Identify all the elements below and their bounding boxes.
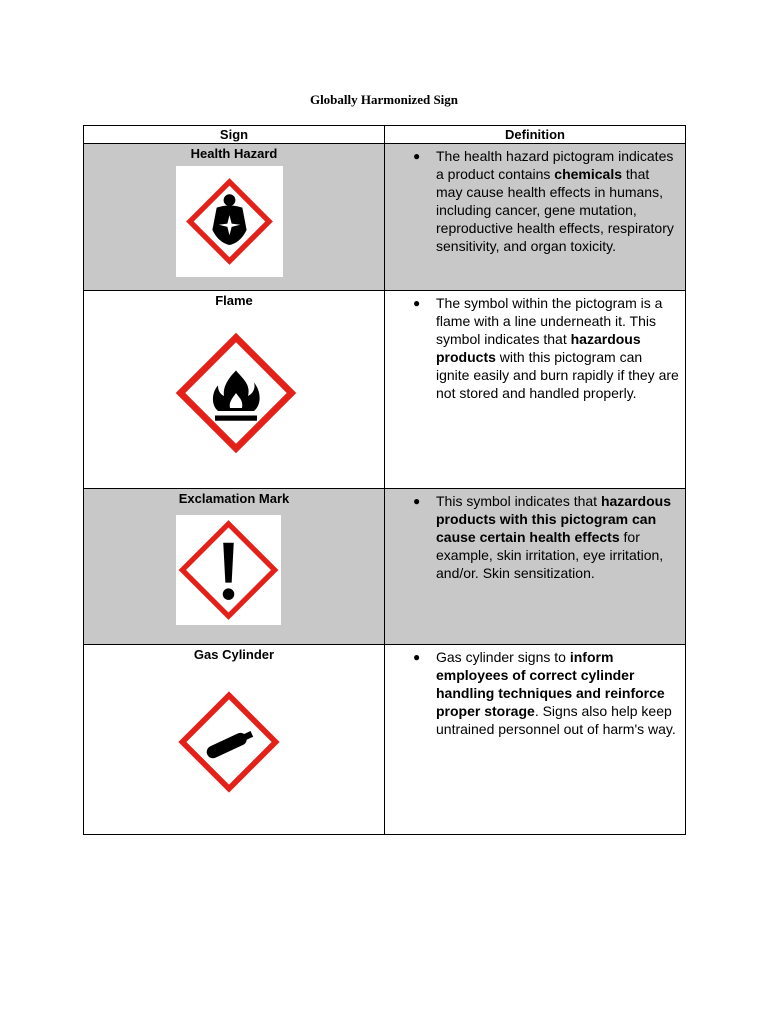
definition-text: This symbol indicates that xyxy=(436,493,601,509)
definition-text: with this pictogram can ignite easily and burn rapidly if they are not stored and handled properly. xyxy=(436,349,679,401)
definition-cell xyxy=(385,645,686,835)
table-row xyxy=(84,144,686,291)
header-definition: Definition xyxy=(385,126,686,144)
definition-cell xyxy=(385,144,686,291)
bullet-icon: ● xyxy=(413,650,421,664)
definition-bold: hazardous products with this pictogram can cause certain health effects xyxy=(436,493,671,545)
bullet-icon: ● xyxy=(413,149,421,163)
sign-cell xyxy=(84,144,385,291)
sign-name: Health Hazard xyxy=(190,146,278,161)
definition-text: The health hazard pictogram indicates a product contains xyxy=(436,148,674,182)
exclamation-mark-icon xyxy=(176,515,281,625)
definition-text: Gas cylinder signs to xyxy=(436,649,570,665)
definition-bold: chemicals xyxy=(554,166,623,182)
definition-text: for example, skin irritation, eye irritation, and/or. Skin sensitization. xyxy=(436,529,664,581)
table-row xyxy=(84,291,686,489)
definition-item xyxy=(385,645,685,738)
bullet-icon: ● xyxy=(413,296,421,310)
sign-cell xyxy=(84,489,385,645)
flame-icon xyxy=(161,318,311,468)
gas-cylinder-icon xyxy=(166,679,292,805)
sign-cell xyxy=(84,291,385,489)
definition-cell xyxy=(385,489,686,645)
definition-text: The symbol within the pictogram is a flame with a line underneath it. This symbol indicates that xyxy=(436,295,663,347)
sign-cell xyxy=(84,645,385,835)
definition-bold: hazardous products xyxy=(436,331,641,365)
sign-name: Gas Cylinder xyxy=(193,647,275,662)
sign-name: Exclamation Mark xyxy=(178,491,290,506)
ghs-table xyxy=(83,125,686,835)
document-title: Globally Harmonized Sign xyxy=(309,92,459,107)
definition-item xyxy=(385,291,685,402)
definition-text: that may cause health effects in humans, including cancer, gene mutation, reproductive health effects, respiratory sensitivity, and organ toxicity. xyxy=(436,166,674,254)
table-row xyxy=(84,489,686,645)
definition-cell xyxy=(385,291,686,489)
definition-item xyxy=(385,144,685,255)
definition-item xyxy=(385,489,685,582)
header-sign: Sign xyxy=(84,126,385,144)
table-header-row xyxy=(84,126,686,144)
health-hazard-icon xyxy=(176,166,283,277)
sign-name: Flame xyxy=(215,293,253,308)
table-row xyxy=(84,645,686,835)
definition-text: . Signs also help keep untrained personnel out of harm's way. xyxy=(436,703,676,737)
bullet-icon: ● xyxy=(413,494,421,508)
definition-bold: inform employees of correct cylinder handling techniques and reinforce proper storage xyxy=(436,649,665,719)
